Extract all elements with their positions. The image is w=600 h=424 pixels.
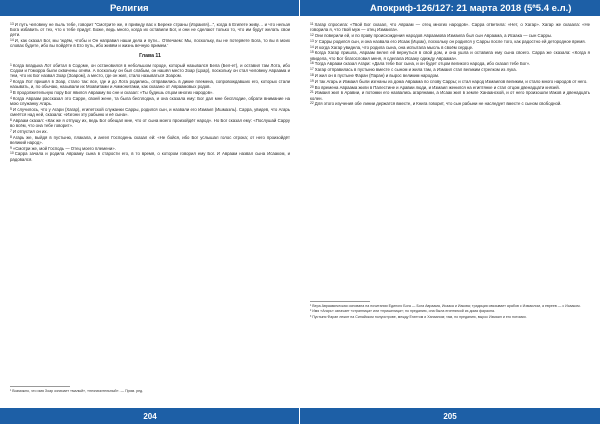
verse-text: Во времена Авраама жили в Палестине и Аравии люди, и Измаил женился на египтянке и стал отцом двенадцати князей.: [314, 84, 560, 90]
verse-text: И путь человеку не пыль тебе, говорит “Смотрите же, я приведу вас к Береке страны (Израиля)...”, когда в Египете живу… и что нельзя Бога избавить от тех, что к тебе придут. Боже, ведь много, когда их оставили Бог, и они не сделают только то, что им будут желать свои дети.: [10, 22, 290, 38]
verse-text: «Смотри же, мой Господь — Отец моего племени».: [12, 145, 116, 151]
verse-paragraph: [10, 129, 290, 134]
verse-paragraph: [10, 107, 290, 117]
verse-number: 5: [10, 106, 12, 111]
verse-text: И отпустил он их.: [12, 128, 48, 134]
verse-number: 16: [310, 61, 314, 66]
verse-text: И, как сказал Бог, мы ‘ждём, чтобы и Он направил наши дела и пути... Отвечаем: Мы, поскольку, вы не потеряете Бога, то вы в моих словах будете, ибо вы пойдёте в Его путь, ибо живём и жизнь вечную примем.’: [10, 38, 290, 49]
footnote: ¹ Возможно, что имя Зоар означает «малый», «незначительный». — Прим. ред.: [10, 389, 144, 393]
left-header-title: Религия: [110, 2, 149, 14]
verse-paragraph: [10, 38, 290, 48]
verse-paragraph: [10, 151, 290, 161]
verse-text: Они поверили ей, и по праву происхождения народов Авраамова Измаила был сын Авраама, а Исаака — сын Сарры.: [314, 33, 553, 38]
verse-paragraph: [10, 79, 290, 89]
verse-text: Когда Лот пришёл в Зоар, стало так: все, где и до Лота родились, отправились в дикие племена, сопровождавших его, которых стали называть, и, по обычаю, называли их Моавитами и Аммонитами, как сказано от Авраамовых родов.: [10, 79, 290, 90]
left-page-body: [0, 16, 300, 162]
verse-number: 18: [310, 72, 314, 77]
verse-paragraph: [310, 22, 590, 32]
verse-text: И когда Хагар увидела, что родила сына, она испытала мысль в своём сердце.: [314, 44, 474, 50]
verse-paragraph: [310, 90, 590, 100]
verse-number: 17: [310, 67, 314, 72]
footnote-divider: [310, 301, 370, 302]
verse-number: 14: [310, 44, 314, 49]
verse-number: 13: [310, 38, 314, 43]
verse-number: 21: [310, 90, 314, 95]
chapter-title: Глава 11: [139, 52, 161, 59]
verse-number: 7: [10, 128, 12, 133]
verse-paragraph: [310, 33, 590, 38]
verse-number: 9: [10, 145, 12, 150]
verse-number: 8: [10, 134, 12, 139]
verse-text: Когда владыка Лот обитал в Содоме, он остановился в небольшом городе, который назывался Бела (Бел-ет), и оставил там Лота, ибо Содом и Гоморра были охвачены огнём. А поскольку он был слабым, он нашёл место Зоар (Цоар), поскольку он стал человеку Авраама и тем, что их Бог назвал Зоар (Зоаром), а место, где он жил, стало называться Зоаром.: [10, 62, 290, 79]
verse-paragraph: [310, 73, 590, 78]
footnote-divider: [10, 386, 70, 387]
verse-number: 11: [310, 22, 314, 26]
verse-number: 10: [10, 151, 14, 156]
right-page-header: [300, 0, 600, 16]
verse-paragraph: [10, 90, 290, 95]
verse-text: И случилось, что у Агари (Хагар), египетской служанки Сарры, родился сын, и назвали его Измаил (Ишмаэль). Сарра, увидев, что Агарь смеётся над ней, сказала: «Изгони эту рабыню и её сына».: [10, 106, 290, 118]
page-number: 205: [443, 411, 457, 421]
verse-text: И так Агарь и Измаил были изгнаны из дома Авраама по слову Сарры; и стал народ Измаилов великим, и стало много народов от него.: [314, 78, 588, 84]
verse-number: 1: [10, 62, 12, 67]
verse-number: 2: [10, 79, 12, 84]
right-page-footer: [300, 408, 600, 424]
verse-paragraph: [310, 45, 590, 50]
verse-text: В продолжительную пору Бог явился Аврааму во сне и сказал: «Ты будешь отцом многих народов».: [12, 90, 214, 96]
right-page: [300, 0, 600, 424]
verse-number: 20: [310, 84, 314, 89]
verse-paragraph: [310, 85, 590, 90]
verse-number: 19: [310, 78, 314, 83]
verse-paragraph: [10, 96, 290, 106]
verse-paragraph: [310, 39, 590, 44]
verse-number: 22: [310, 101, 314, 106]
verse-text: Измаил жил в Аравии, и потомки его назвались агарянами, а Исаак жил в земле Ханаанской, и от него произошли Иаков и двенадцать колен.: [310, 90, 590, 101]
verse-paragraph: [10, 135, 290, 145]
verse-text: Когда Хагар пришла, Авраам велел ей вернуться в свой дом, и она ушла и оставила ему сына своего. Сарра же сказала: «Когда я увидела, что Бог благословил меня, я сделала Исааку одежду Авраама».: [310, 50, 590, 61]
verse-number: 15: [310, 50, 314, 55]
verse-paragraph: [310, 101, 590, 106]
right-header-title: Апокриф-126/127: 21 марта 2018 (5ª5.4 е.л.): [370, 2, 572, 14]
verse-paragraph: [10, 63, 290, 79]
verse-paragraph: [310, 50, 590, 60]
verse-paragraph: [10, 146, 290, 151]
footnotes: [310, 304, 590, 320]
page-number: 204: [143, 411, 157, 421]
footnote: ³ Пустыня Фаран лежит на Синайском полуострове, между Египтом и Ханааном; там, по преданию, вырос Измаил и его потомки.: [310, 314, 527, 319]
left-page-footer: [0, 408, 300, 424]
verse-number: 4: [10, 95, 12, 100]
verse-paragraph: [10, 22, 290, 38]
verse-text: Когда Авраам рассказал это Сарре, своей жене, та была бесплодна, и она сказала ему: Бог дал мне бесплодие, обрати внимание на мою служанку Агарь.: [10, 95, 290, 107]
verse-number: 13: [10, 22, 14, 26]
left-page-header: [0, 0, 300, 16]
verse-text: Тогда Авраам сказал Агари: «Дала тебе Бог сына, и он будет отцом великого народа, ибо сказал тебе Бог».: [314, 61, 531, 67]
verse-number: 6: [10, 117, 12, 122]
verse-text: Сарра зачала и родила Аврааму сына в старости его, в то время, о котором говорил ему Бог. И Авраам назвал сына Исааком, и радовался.: [10, 151, 290, 162]
verse-text: Для этого изучения обе линии держатся вместе, и Книга говорит, что сын рабыни не наследует вместе с сыном свободной.: [314, 101, 562, 107]
verse-text: Хагар спросила: «Твой Бог сказал, что Авраам — отец многих народов». Сарра ответила: «Нет, о Хагар». Хагар же сказала: «Не говорила я, что твой муж — отец Измаила».: [310, 22, 590, 33]
verse-paragraph: [310, 67, 590, 72]
verse-number: 3: [10, 90, 12, 95]
verse-number: 14: [10, 38, 14, 43]
footnote: ¹ Вера Авраамическая основана на почитании Единого Бога — Бога Авраама, Исаака и Иакова; традиция связывает арабов с Измаилом, а евреев — с Исааком.: [310, 304, 581, 308]
verse-number: 12: [310, 33, 314, 37]
verse-paragraph: [10, 118, 290, 128]
footnote: ² Имя «Агарь» означает «странница» или «пришелица»; по преданию, она была египтянкой из дома фараона.: [310, 309, 495, 314]
verse-text: Агарь же, выйдя в пустыню, плакала, и ангел Господень сказал ей: «Не бойся, ибо Бог услышал голос отрока; от него произойдёт великий народ».: [10, 134, 290, 145]
verse-text: И жил он в пустыне Фаран (Паран) и вырос великим народом.: [314, 72, 440, 78]
verse-text: У Сарры родился сын, и она назвала его Исаак (Ицхак), поскольку он родился у Сарры после того, как радостно ей детородное время.: [314, 38, 586, 44]
verse-paragraph: [310, 79, 590, 84]
verse-paragraph: [310, 61, 590, 66]
verse-text: Хагар отправилась в пустыню вместе с сыном и жила там, а Измаил стал великим стрелком из лука.: [314, 67, 517, 73]
right-page-body: [300, 16, 600, 107]
verse-text: Авраам сказал: «Как же я отпущу их, ведь Бог обещал мне, что от сына моего произойдёт народ». Но Бог сказал ему: «Послушай Сарру во всём, что она тебе говорит».: [10, 117, 290, 129]
